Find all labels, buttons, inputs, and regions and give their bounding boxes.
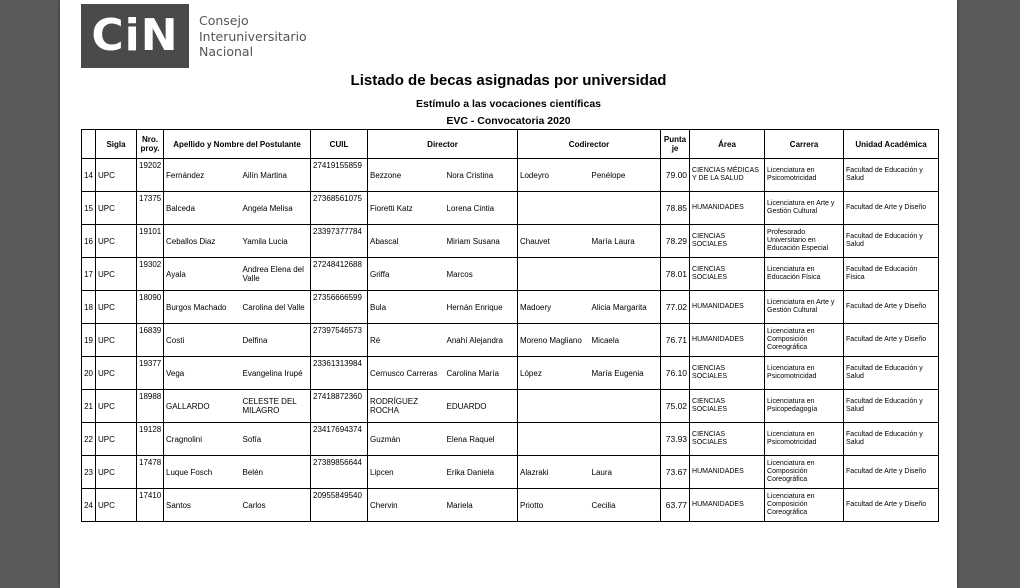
header-nro: Nro. proy.	[137, 130, 164, 159]
cell-carrera: Licenciatura en Psicomotricidad	[765, 423, 844, 456]
cell-codirector-apellido	[518, 423, 590, 456]
cell-nro: 19202	[137, 159, 164, 192]
cell-carrera: Licenciatura en Arte y Gestión Cultural	[765, 192, 844, 225]
cell-cuil: 23417694374	[311, 423, 368, 456]
cell-director-apellido: Lipcen	[368, 456, 445, 489]
cell-director-nombre: Elena Raquel	[445, 423, 518, 456]
cell-director-nombre: Erika Daniela	[445, 456, 518, 489]
becas-table	[81, 129, 939, 522]
organization-line: Interuniversitario	[199, 28, 307, 44]
row-index: 15	[82, 192, 96, 225]
cell-director-nombre: Miriam Susana	[445, 225, 518, 258]
cell-nro: 16839	[137, 324, 164, 357]
cell-apellido: GALLARDO	[164, 390, 241, 423]
cell-cuil: 27356666599	[311, 291, 368, 324]
header-carrera: Carrera	[765, 130, 844, 159]
cell-apellido: Burgos Machado	[164, 291, 241, 324]
cell-area: HUMANIDADES	[690, 291, 765, 324]
cell-nro: 19128	[137, 423, 164, 456]
cell-codirector-nombre: María Eugenia	[590, 357, 661, 390]
cell-director-nombre: Hernán Enrique	[445, 291, 518, 324]
row-index: 22	[82, 423, 96, 456]
cell-unidad: Facultad de Arte y Diseño	[844, 324, 939, 357]
cell-cuil: 27397546573	[311, 324, 368, 357]
header-sigla: Sigla	[96, 130, 137, 159]
cell-area: CIENCIAS SOCIALES	[690, 258, 765, 291]
table-row	[82, 291, 939, 324]
document-subtitle: Estímulo a las vocaciones científicas	[416, 98, 601, 110]
cell-area: CIENCIAS SOCIALES	[690, 357, 765, 390]
cell-codirector-nombre: Penélope	[590, 159, 661, 192]
cell-director-apellido: Ré	[368, 324, 445, 357]
cell-unidad: Facultad de Educación y Salud	[844, 225, 939, 258]
cell-area: HUMANIDADES	[690, 456, 765, 489]
cell-carrera: Licenciatura en Educación Física	[765, 258, 844, 291]
cell-puntaje: 73.67	[661, 456, 690, 489]
header-area: Área	[690, 130, 765, 159]
header-index	[82, 130, 96, 159]
cell-director-nombre: Lorena Cintia	[445, 192, 518, 225]
cell-carrera: Licenciatura en Composición Coreográfica	[765, 489, 844, 522]
row-index: 21	[82, 390, 96, 423]
cell-sigla: UPC	[96, 324, 137, 357]
cell-sigla: UPC	[96, 423, 137, 456]
row-index: 14	[82, 159, 96, 192]
organization-name	[199, 13, 307, 60]
cell-cuil: 27248412688	[311, 258, 368, 291]
table-row	[82, 324, 939, 357]
row-index: 16	[82, 225, 96, 258]
cell-nombre: Evangelina Irupé	[241, 357, 311, 390]
cell-area: CIENCIAS SOCIALES	[690, 423, 765, 456]
table-row	[82, 390, 939, 423]
cell-codirector-nombre	[590, 258, 661, 291]
cell-unidad: Facultad de Educación y Salud	[844, 423, 939, 456]
cell-puntaje: 78.01	[661, 258, 690, 291]
cell-carrera: Licenciatura en Composición Coreográfica	[765, 324, 844, 357]
cell-director-nombre: Carolina María	[445, 357, 518, 390]
cell-director-apellido: Chervin	[368, 489, 445, 522]
table-row	[82, 258, 939, 291]
cin-logo: CiN	[81, 4, 189, 68]
cell-unidad: Facultad de Arte y Diseño	[844, 456, 939, 489]
cell-apellido: Luque Fosch	[164, 456, 241, 489]
cell-codirector-nombre	[590, 192, 661, 225]
convocatoria-subtitle: EVC - Convocatoria 2020	[446, 115, 571, 127]
cell-nombre: CELESTE DEL MILAGRO	[241, 390, 311, 423]
cell-nro: 19377	[137, 357, 164, 390]
cell-apellido: Ayala	[164, 258, 241, 291]
cell-codirector-apellido	[518, 192, 590, 225]
cell-area: HUMANIDADES	[690, 324, 765, 357]
cell-sigla: UPC	[96, 357, 137, 390]
cell-codirector-apellido: Madoery	[518, 291, 590, 324]
cell-codirector-nombre: Alicia Margarita	[590, 291, 661, 324]
cell-unidad: Facultad de Educación y Salud	[844, 390, 939, 423]
table-row	[82, 456, 939, 489]
table-row	[82, 423, 939, 456]
cell-nro: 18988	[137, 390, 164, 423]
cell-codirector-apellido: López	[518, 357, 590, 390]
cell-nro: 19302	[137, 258, 164, 291]
cell-unidad: Facultad de Arte y Diseño	[844, 192, 939, 225]
cell-puntaje: 75.02	[661, 390, 690, 423]
table-row	[82, 159, 939, 192]
cell-nro: 17375	[137, 192, 164, 225]
cell-codirector-nombre: María Laura	[590, 225, 661, 258]
header-unidad: Unidad Académica	[844, 130, 939, 159]
cell-area: CIENCIAS MÉDICAS Y DE LA SALUD	[690, 159, 765, 192]
cell-nombre: Yamila Lucia	[241, 225, 311, 258]
cell-carrera: Licenciatura en Psicomotricidad	[765, 159, 844, 192]
cell-carrera: Licenciatura en Composición Coreográfica	[765, 456, 844, 489]
row-index: 24	[82, 489, 96, 522]
cell-sigla: UPC	[96, 390, 137, 423]
cell-apellido: Fernández	[164, 159, 241, 192]
cell-director-apellido: Abascal	[368, 225, 445, 258]
table-header-row	[82, 130, 939, 159]
cell-apellido: Santos	[164, 489, 241, 522]
cell-codirector-apellido: Priotto	[518, 489, 590, 522]
cell-apellido: Costi	[164, 324, 241, 357]
row-index: 18	[82, 291, 96, 324]
cell-area: HUMANIDADES	[690, 489, 765, 522]
cell-nombre: Andrea Elena del Valle	[241, 258, 311, 291]
cell-apellido: Balceda	[164, 192, 241, 225]
cell-director-nombre: Marcos	[445, 258, 518, 291]
document-page	[60, 0, 957, 588]
header-puntaje: Puntaje	[661, 130, 690, 159]
cell-carrera: Profesorado Universitario en Educación Especial	[765, 225, 844, 258]
cell-nombre: Carolina del Valle	[241, 291, 311, 324]
cell-codirector-nombre	[590, 423, 661, 456]
cell-director-apellido: Griffa	[368, 258, 445, 291]
cell-unidad: Facultad de Educación y Salud	[844, 159, 939, 192]
cell-codirector-nombre	[590, 390, 661, 423]
cell-codirector-apellido	[518, 258, 590, 291]
cell-cuil: 27418872360	[311, 390, 368, 423]
cell-director-nombre: Nora Cristina	[445, 159, 518, 192]
cell-sigla: UPC	[96, 456, 137, 489]
cell-area: HUMANIDADES	[690, 192, 765, 225]
cell-carrera: Licenciatura en Psicomotricidad	[765, 357, 844, 390]
cell-apellido: Cragnolini	[164, 423, 241, 456]
cell-sigla: UPC	[96, 225, 137, 258]
cell-cuil: 20955849540	[311, 489, 368, 522]
cell-nombre: Sofía	[241, 423, 311, 456]
cell-puntaje: 76.10	[661, 357, 690, 390]
cell-cuil: 27389856644	[311, 456, 368, 489]
cell-carrera: Licenciatura en Psicopedagogía	[765, 390, 844, 423]
cell-director-apellido: Bezzone	[368, 159, 445, 192]
cell-apellido: Vega	[164, 357, 241, 390]
cell-director-nombre: Mariela	[445, 489, 518, 522]
cell-area: CIENCIAS SOCIALES	[690, 225, 765, 258]
cell-nro: 19101	[137, 225, 164, 258]
cell-puntaje: 78.85	[661, 192, 690, 225]
cell-unidad: Facultad de Educación Física	[844, 258, 939, 291]
header-codirector: Codirector	[518, 130, 661, 159]
cell-sigla: UPC	[96, 489, 137, 522]
header-director: Director	[368, 130, 518, 159]
table-row	[82, 489, 939, 522]
cell-codirector-apellido: Moreno Magliano	[518, 324, 590, 357]
cell-cuil: 27368561075	[311, 192, 368, 225]
organization-line: Consejo	[199, 13, 249, 28]
cell-sigla: UPC	[96, 192, 137, 225]
organization-line: Nacional	[199, 44, 254, 59]
row-index: 23	[82, 456, 96, 489]
cell-carrera: Licenciatura en Arte y Gestión Cultural	[765, 291, 844, 324]
cell-director-apellido: Fioretti Katz	[368, 192, 445, 225]
document-title: Listado de becas asignadas por universidad	[350, 72, 667, 89]
cell-codirector-apellido: Chauvet	[518, 225, 590, 258]
cell-puntaje: 76.71	[661, 324, 690, 357]
cell-puntaje: 77.02	[661, 291, 690, 324]
cell-director-nombre: EDUARDO	[445, 390, 518, 423]
cell-nro: 17478	[137, 456, 164, 489]
cell-cuil: 23397377784	[311, 225, 368, 258]
cell-sigla: UPC	[96, 258, 137, 291]
cell-unidad: Facultad de Arte y Diseño	[844, 489, 939, 522]
cell-unidad: Facultad de Educación y Salud	[844, 357, 939, 390]
cell-director-apellido: Guzmán	[368, 423, 445, 456]
cell-puntaje: 79.00	[661, 159, 690, 192]
row-index: 20	[82, 357, 96, 390]
cell-unidad: Facultad de Arte y Diseño	[844, 291, 939, 324]
cell-cuil: 27419155859	[311, 159, 368, 192]
cell-cuil: 23361313984	[311, 357, 368, 390]
cell-apellido: Ceballos Diaz	[164, 225, 241, 258]
header-cuil: CUIL	[311, 130, 368, 159]
cell-nro: 17410	[137, 489, 164, 522]
cell-area: CIENCIAS SOCIALES	[690, 390, 765, 423]
cell-nombre: Carlos	[241, 489, 311, 522]
row-index: 19	[82, 324, 96, 357]
cell-puntaje: 63.77	[661, 489, 690, 522]
table-row	[82, 192, 939, 225]
cell-codirector-nombre: Micaela	[590, 324, 661, 357]
cell-director-apellido: RODRÍGUEZ ROCHA	[368, 390, 445, 423]
cell-puntaje: 73.93	[661, 423, 690, 456]
cell-codirector-apellido: Lodeyro	[518, 159, 590, 192]
cell-codirector-apellido	[518, 390, 590, 423]
table-row	[82, 225, 939, 258]
header-apellido: Apellido y Nombre del Postulante	[164, 130, 311, 159]
cell-codirector-apellido: Alazraki	[518, 456, 590, 489]
cell-codirector-nombre: Laura	[590, 456, 661, 489]
cell-director-nombre: Anahí Alejandra	[445, 324, 518, 357]
cell-nro: 18090	[137, 291, 164, 324]
row-index: 17	[82, 258, 96, 291]
cell-sigla: UPC	[96, 159, 137, 192]
cell-puntaje: 78.29	[661, 225, 690, 258]
cell-nombre: Delfina	[241, 324, 311, 357]
cell-codirector-nombre: Cecilia	[590, 489, 661, 522]
table-row	[82, 357, 939, 390]
cell-nombre: Belén	[241, 456, 311, 489]
cell-director-apellido: Bula	[368, 291, 445, 324]
cell-director-apellido: Cernusco Carreras	[368, 357, 445, 390]
cell-nombre: Ailín Martina	[241, 159, 311, 192]
cell-nombre: Angela Melisa	[241, 192, 311, 225]
cell-sigla: UPC	[96, 291, 137, 324]
